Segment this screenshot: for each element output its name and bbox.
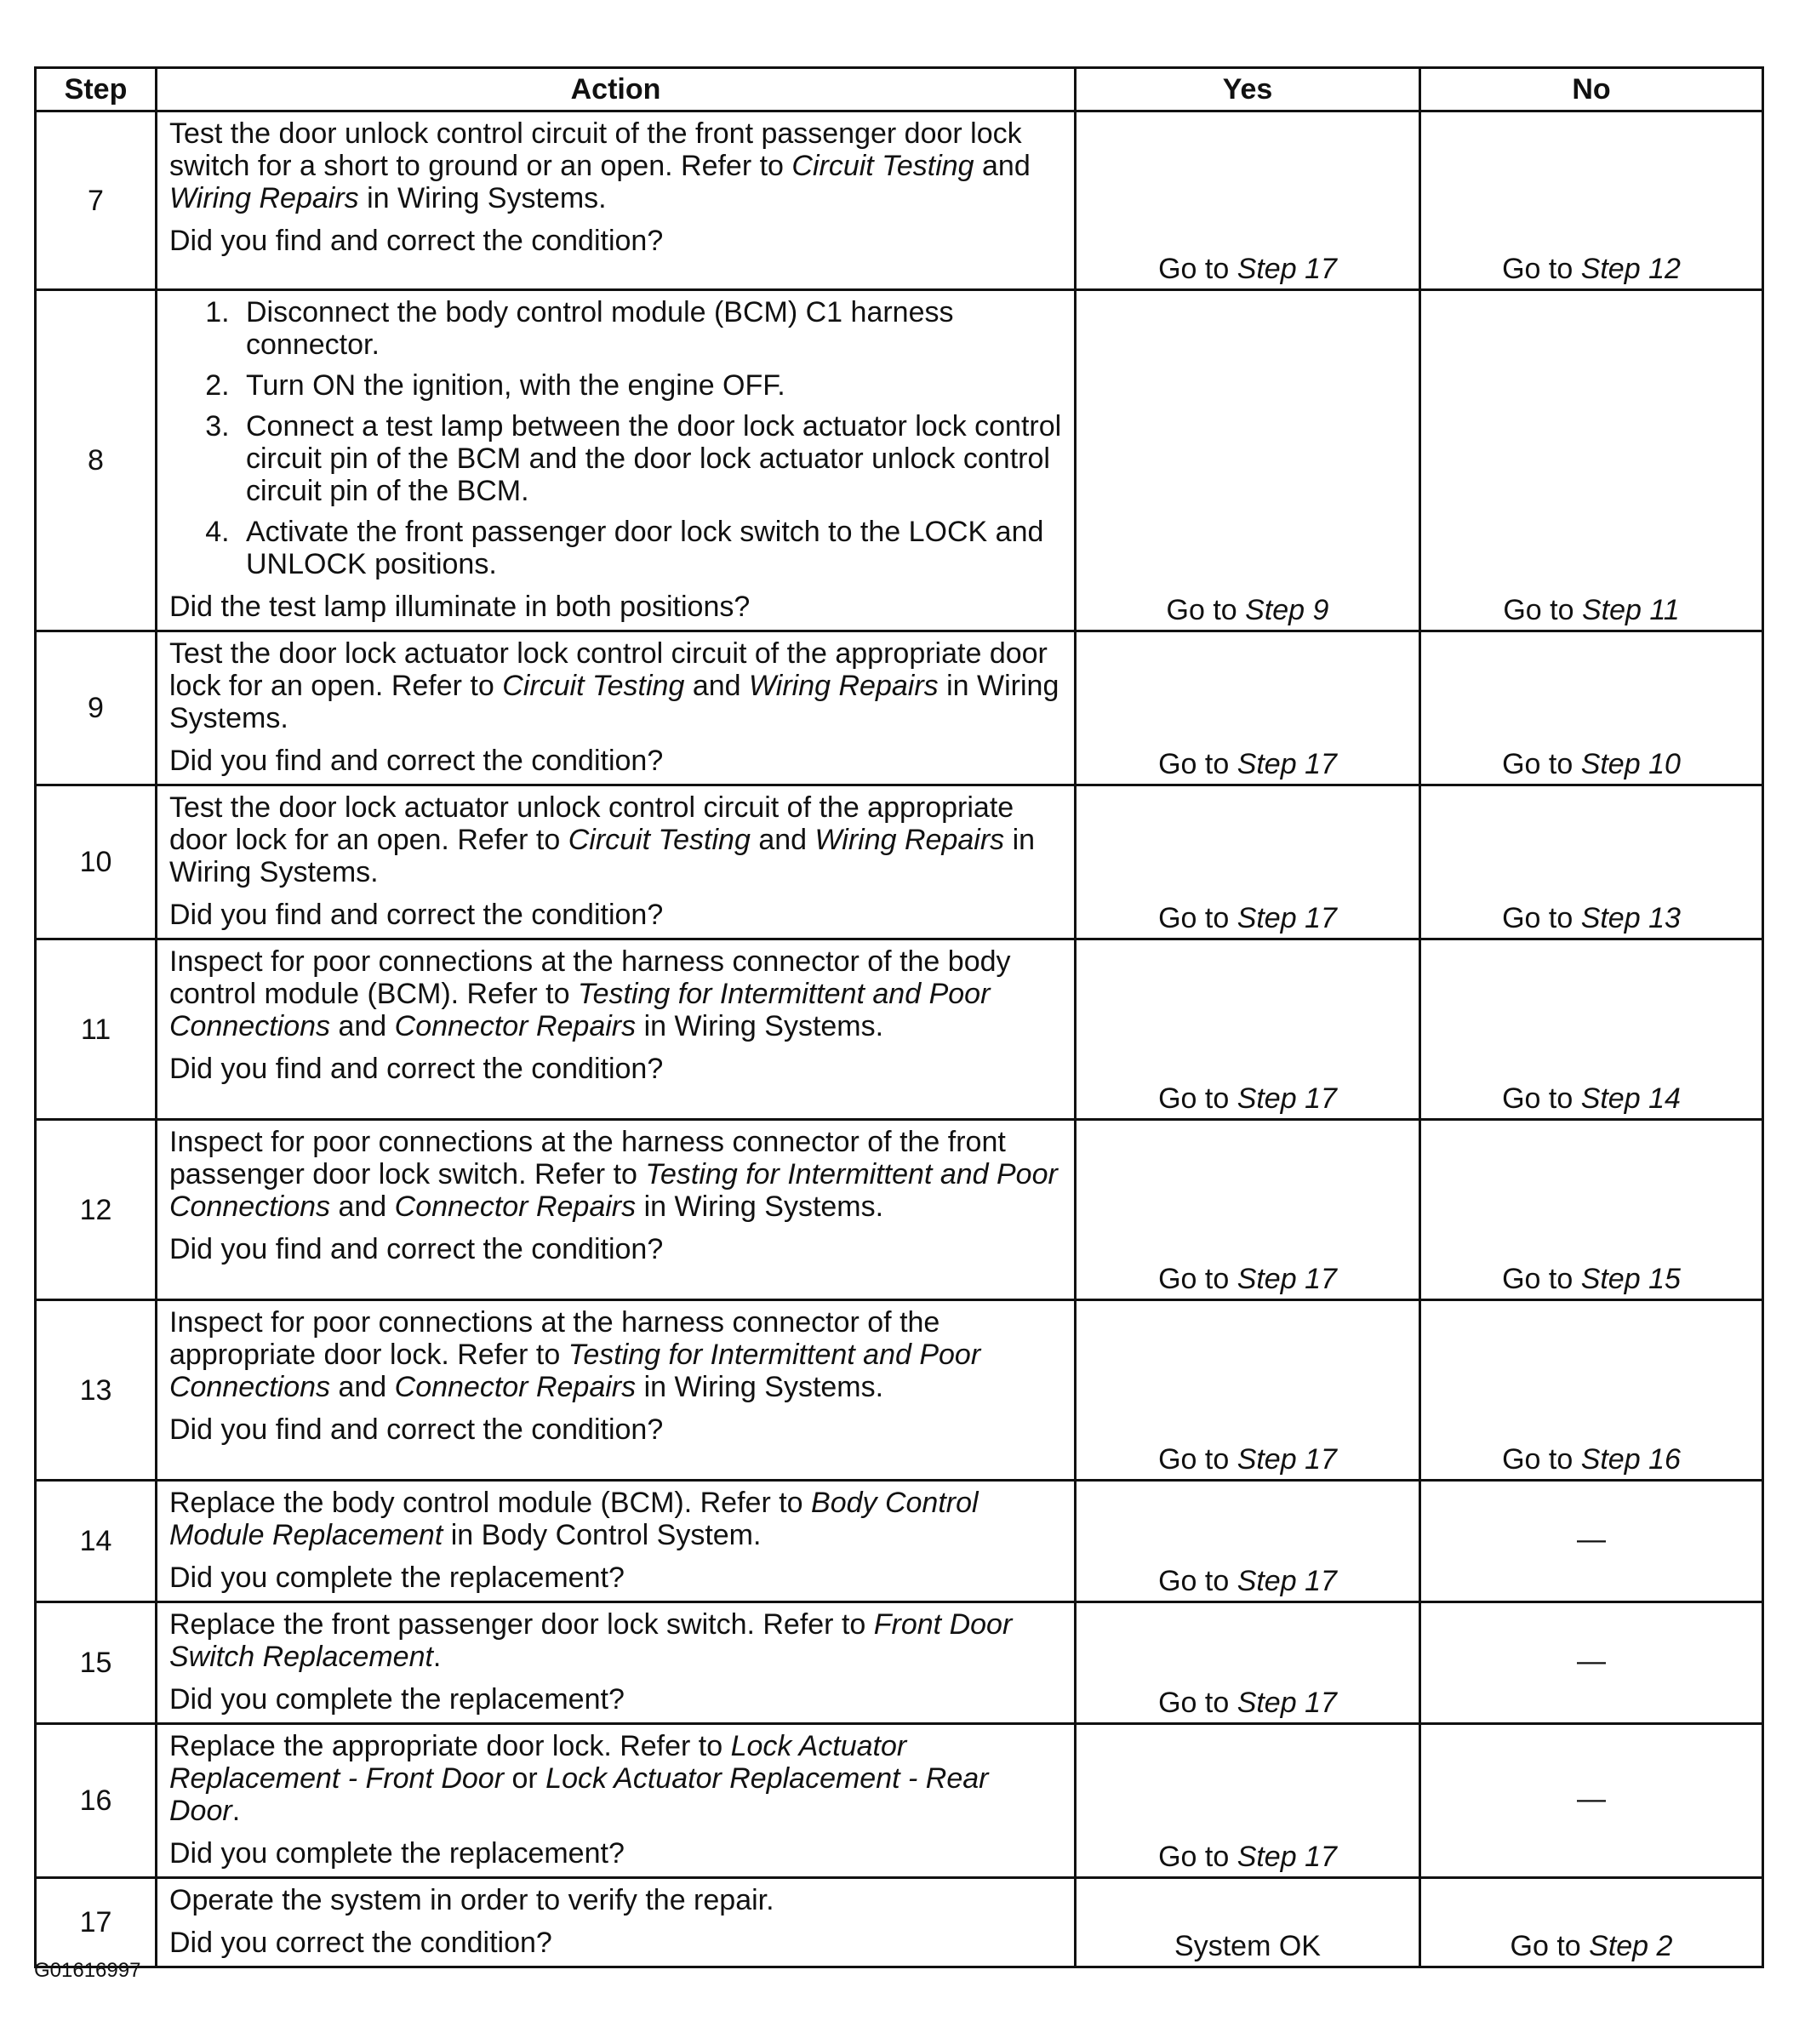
action-text <box>169 1126 1062 1223</box>
no-result <box>1420 111 1763 290</box>
text-run: Replace the appropriate door lock. Refer to <box>169 1730 731 1762</box>
italic-reference: Step 17 <box>1236 253 1337 285</box>
text-run: or <box>504 1762 546 1795</box>
action-question: Did you find and correct the condition? <box>169 1053 664 1085</box>
text-run: Go to <box>1510 1930 1590 1962</box>
text-run: Go to <box>1166 594 1246 626</box>
text-run: Replace the front passenger door lock switch. Refer to <box>169 1608 874 1641</box>
yes-result <box>1076 1120 1420 1300</box>
yes-result <box>1076 1602 1420 1724</box>
no-result <box>1420 1724 1763 1878</box>
italic-reference: Wiring Repairs <box>814 824 1005 856</box>
action-cell <box>157 1602 1076 1724</box>
text-run: Inspect for poor connections at the harness connector of the appropriate door lock. Refer to <box>169 1306 940 1371</box>
action-cell <box>157 1120 1076 1300</box>
italic-reference: Step 17 <box>1236 1841 1337 1873</box>
yes-result <box>1076 1878 1420 1967</box>
yes-result <box>1076 290 1420 631</box>
step-number: 13 <box>36 1300 157 1481</box>
italic-reference: Step 16 <box>1580 1443 1681 1476</box>
text-run: — <box>1577 1523 1606 1556</box>
text-run: Go to <box>1158 1841 1237 1873</box>
table-row <box>36 111 1763 290</box>
text-run: and <box>974 150 1031 182</box>
action-question: Did you find and correct the condition? <box>169 745 664 777</box>
action-header: Action <box>157 68 1076 111</box>
action-steps-list <box>169 296 1062 580</box>
italic-reference: Body Control Module Replacement <box>169 1487 979 1551</box>
table-row <box>36 1300 1763 1481</box>
text-run: Test the door unlock control circuit of the front passenger door lock switch for a short to ground or an open. Refer to <box>169 117 1022 182</box>
text-run: Go to <box>1158 1687 1237 1719</box>
text-run: in Wiring Systems. <box>358 182 607 214</box>
text-run: Replace the body control module (BCM). Refer to <box>169 1487 812 1519</box>
italic-reference: Lock Actuator Replacement - Front Door <box>169 1730 907 1795</box>
text-run: Go to <box>1502 1082 1581 1115</box>
yes-result <box>1076 1724 1420 1878</box>
table-row <box>36 290 1763 631</box>
yes-result <box>1076 631 1420 785</box>
text-run: and <box>330 1371 395 1403</box>
text-run: and <box>684 670 750 702</box>
action-text <box>169 1306 1062 1403</box>
no-result <box>1420 631 1763 785</box>
action-cell <box>157 111 1076 290</box>
text-run: Go to <box>1502 748 1581 780</box>
no-result <box>1420 290 1763 631</box>
italic-reference: Step 15 <box>1580 1263 1681 1295</box>
yes-result <box>1076 1481 1420 1602</box>
action-question: Did you complete the replacement? <box>169 1837 625 1870</box>
table-row <box>36 1120 1763 1300</box>
italic-reference: Step 11 <box>1581 594 1680 626</box>
table-row <box>36 785 1763 939</box>
table-row <box>36 1878 1763 1967</box>
text-run: Operate the system in order to verify the repair. <box>169 1884 774 1916</box>
text-run: Go to <box>1502 902 1581 934</box>
italic-reference: Testing for Intermittent and Poor Connections <box>169 1339 981 1403</box>
text-run: in Wiring Systems. <box>169 824 1036 888</box>
text-run: . <box>231 1795 241 1827</box>
italic-reference: Circuit Testing <box>502 670 685 702</box>
action-cell <box>157 939 1076 1120</box>
table-body <box>36 111 1763 1967</box>
text-run: in Body Control System. <box>443 1519 762 1551</box>
text-run: in Wiring Systems. <box>636 1371 884 1403</box>
italic-reference: Step 17 <box>1236 1082 1337 1115</box>
italic-reference: Step 13 <box>1580 902 1681 934</box>
text-run: Go to <box>1158 1082 1237 1115</box>
action-cell <box>157 785 1076 939</box>
italic-reference: Step 17 <box>1236 902 1337 934</box>
no-result <box>1420 1120 1763 1300</box>
action-text <box>169 1487 1062 1551</box>
text-run: Test the door lock actuator lock control circuit of the appropriate door lock for an open. Refer to <box>169 637 1048 702</box>
action-question: Did you find and correct the condition? <box>169 1413 664 1446</box>
yes-header: Yes <box>1076 68 1420 111</box>
no-result <box>1420 1878 1763 1967</box>
italic-reference: Front Door Switch Replacement <box>169 1608 1013 1673</box>
action-question: Did you find and correct the condition? <box>169 899 664 931</box>
action-question: Did you complete the replacement? <box>169 1683 625 1716</box>
action-cell <box>157 631 1076 785</box>
table-row <box>36 631 1763 785</box>
text-run: Inspect for poor connections at the harness connector of the front passenger door lock switch. Refer to <box>169 1126 1006 1190</box>
yes-result <box>1076 939 1420 1120</box>
action-text <box>169 1608 1062 1673</box>
text-run: in Wiring Systems. <box>169 670 1059 734</box>
italic-reference: Connector Repairs <box>394 1371 637 1403</box>
step-number: 16 <box>36 1724 157 1878</box>
text-run: Go to <box>1158 253 1237 285</box>
italic-reference: Testing for Intermittent and Poor Connections <box>169 1158 1058 1223</box>
text-run: and <box>750 824 815 856</box>
italic-reference: Step 17 <box>1236 1687 1337 1719</box>
no-result <box>1420 1481 1763 1602</box>
no-result <box>1420 785 1763 939</box>
text-run: — <box>1577 1645 1606 1677</box>
action-text <box>169 791 1062 888</box>
list-item: 2. Turn ON the ignition, with the engine OFF. <box>237 369 1062 402</box>
italic-reference: Circuit Testing <box>791 150 974 182</box>
text-run: and <box>330 1190 395 1223</box>
text-run: Go to <box>1158 902 1237 934</box>
step-number: 14 <box>36 1481 157 1602</box>
yes-result <box>1076 111 1420 290</box>
text-run: Go to <box>1158 748 1237 780</box>
text-run: Go to <box>1158 1263 1237 1295</box>
text-run: Go to <box>1503 594 1582 626</box>
text-run: Inspect for poor connections at the harness connector of the body control module (BCM). Refer to <box>169 945 1011 1010</box>
text-run: Go to <box>1502 1443 1581 1476</box>
action-cell <box>157 1481 1076 1602</box>
table-row <box>36 939 1763 1120</box>
no-result <box>1420 939 1763 1120</box>
action-text <box>169 637 1062 734</box>
step-number: 9 <box>36 631 157 785</box>
step-number: 17 <box>36 1878 157 1967</box>
header-row <box>36 68 1763 111</box>
text-run: . <box>432 1641 442 1673</box>
text-run: Go to <box>1158 1443 1237 1476</box>
table-row <box>36 1602 1763 1724</box>
step-number: 10 <box>36 785 157 939</box>
action-cell <box>157 1724 1076 1878</box>
italic-reference: Wiring Repairs <box>169 182 359 214</box>
action-text <box>169 945 1062 1042</box>
diagnostic-table <box>34 66 1764 1968</box>
italic-reference: Lock Actuator Replacement - Rear Door <box>169 1762 989 1827</box>
italic-reference: Step 10 <box>1580 748 1681 780</box>
italic-reference: Testing for Intermittent and Poor Connections <box>169 978 991 1042</box>
text-run: Go to <box>1158 1565 1237 1597</box>
action-cell <box>157 1878 1076 1967</box>
italic-reference: Step 17 <box>1236 1443 1337 1476</box>
action-cell <box>157 1300 1076 1481</box>
step-number: 8 <box>36 290 157 631</box>
text-run: Test the door lock actuator unlock control circuit of the appropriate door lock for an open. Refer to <box>169 791 1014 856</box>
action-question: Did you correct the condition? <box>169 1927 552 1959</box>
text-run: and <box>330 1010 395 1042</box>
text-run: in Wiring Systems. <box>636 1190 884 1223</box>
figure-id: G01616997 <box>34 1959 141 1982</box>
no-result <box>1420 1602 1763 1724</box>
text-run: System OK <box>1174 1930 1321 1962</box>
action-text <box>169 117 1062 214</box>
action-question: Did you find and correct the condition? <box>169 1233 664 1265</box>
text-run: Go to <box>1502 1263 1581 1295</box>
text-run: in Wiring Systems. <box>636 1010 884 1042</box>
step-number: 12 <box>36 1120 157 1300</box>
italic-reference: Step 17 <box>1236 1565 1337 1597</box>
italic-reference: Step 2 <box>1589 1930 1673 1962</box>
action-cell <box>157 290 1076 631</box>
table-row <box>36 1724 1763 1878</box>
italic-reference: Wiring Repairs <box>749 670 939 702</box>
italic-reference: Step 9 <box>1245 594 1329 626</box>
no-result <box>1420 1300 1763 1481</box>
action-text <box>169 1884 1062 1916</box>
list-item: 1. Disconnect the body control module (BCM) C1 harness connector. <box>237 296 1062 361</box>
italic-reference: Circuit Testing <box>568 824 751 856</box>
yes-result <box>1076 1300 1420 1481</box>
action-question: Did you find and correct the condition? <box>169 225 664 257</box>
yes-result <box>1076 785 1420 939</box>
step-header: Step <box>36 68 157 111</box>
action-text <box>169 1730 1062 1827</box>
table-row <box>36 1481 1763 1602</box>
action-question: Did you complete the replacement? <box>169 1562 625 1594</box>
step-number: 15 <box>36 1602 157 1724</box>
italic-reference: Step 17 <box>1236 1263 1337 1295</box>
text-run: Go to <box>1502 253 1581 285</box>
list-item: 4. Activate the front passenger door lock switch to the LOCK and UNLOCK positions. <box>237 516 1062 580</box>
italic-reference: Step 17 <box>1236 748 1337 780</box>
italic-reference: Connector Repairs <box>394 1010 637 1042</box>
no-header: No <box>1420 68 1763 111</box>
italic-reference: Step 14 <box>1580 1082 1681 1115</box>
list-item: 3. Connect a test lamp between the door lock actuator lock control circuit pin of the BCM and the door lock actuator unlock control circuit pin of the BCM. <box>237 410 1062 507</box>
step-number: 11 <box>36 939 157 1120</box>
action-question: Did the test lamp illuminate in both positions? <box>169 591 751 623</box>
step-number: 7 <box>36 111 157 290</box>
italic-reference: Step 12 <box>1580 253 1681 285</box>
text-run: — <box>1577 1783 1606 1815</box>
italic-reference: Connector Repairs <box>394 1190 637 1223</box>
